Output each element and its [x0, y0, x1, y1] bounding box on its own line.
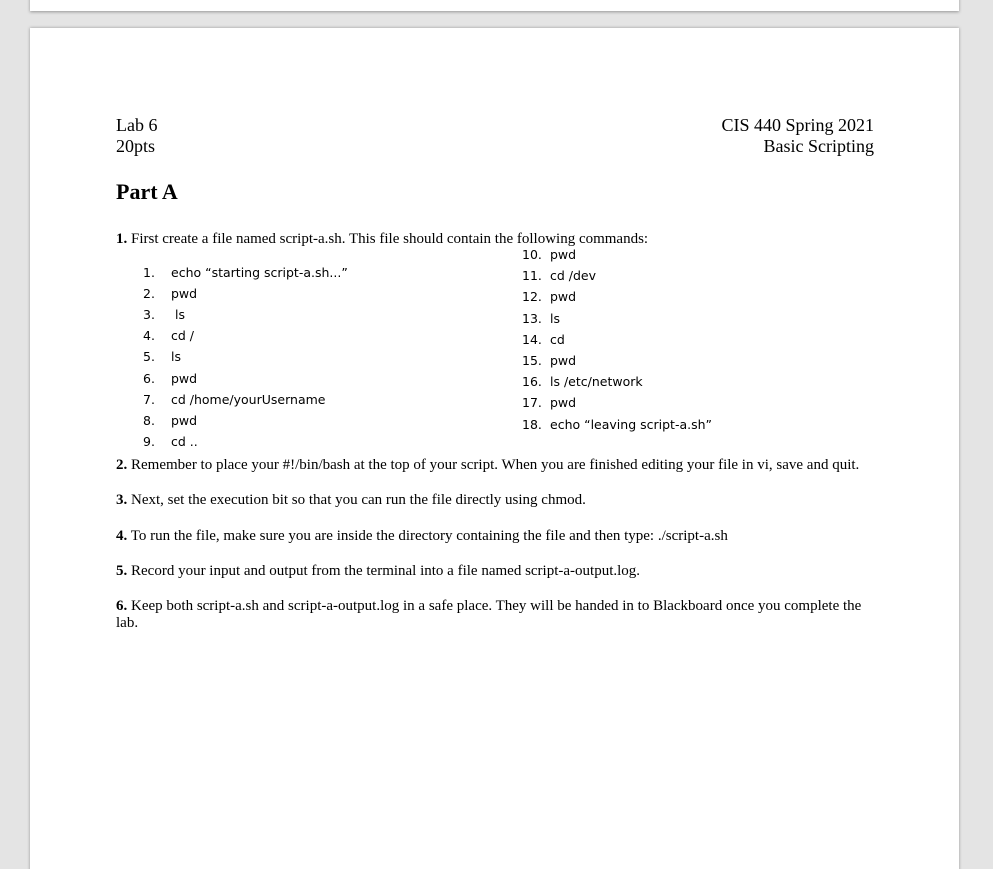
step-1	[116, 231, 648, 248]
command-item	[522, 353, 542, 368]
lab-topic: Basic Scripting	[763, 136, 874, 156]
command-item	[143, 349, 155, 364]
step-text: First create a file named script-a.sh. This file should contain the following commands:	[131, 231, 649, 247]
section-title: Part A	[116, 179, 178, 204]
command-number: 6.	[143, 371, 155, 386]
step-number: 5.	[116, 563, 128, 579]
command-text: pwd	[171, 413, 198, 428]
step-text: To run the file, make sure you are inside the directory containing the file and then type: ./script-a.sh	[130, 528, 728, 544]
step-2	[116, 457, 859, 474]
command-text: pwd	[171, 286, 198, 301]
step-text: Next, set the execution bit so that you can run the file directly using chmod.	[131, 492, 586, 508]
command-item	[143, 371, 155, 386]
command-number: 18.	[522, 417, 542, 432]
command-item	[522, 417, 542, 432]
command-number: 7.	[143, 392, 155, 407]
command-text: cd ..	[171, 434, 198, 449]
command-text: cd	[550, 332, 565, 347]
document-page	[30, 28, 959, 869]
command-item	[522, 395, 542, 410]
command-text: cd /home/yourUsername	[171, 392, 326, 407]
previous-page	[30, 0, 959, 11]
command-text: ls	[550, 311, 560, 326]
command-number: 8.	[143, 413, 155, 428]
command-number: 15.	[522, 353, 542, 368]
course-name: CIS 440 Spring 2021	[721, 115, 874, 135]
step-number: 2.	[116, 457, 128, 473]
command-number: 13.	[522, 311, 542, 326]
command-number: 2.	[143, 286, 155, 301]
command-item	[143, 307, 155, 322]
step-3	[116, 492, 586, 509]
command-text: cd /	[171, 328, 194, 343]
command-text: pwd	[550, 395, 577, 410]
command-text: echo “leaving script-a.sh”	[550, 417, 712, 432]
command-text: pwd	[550, 353, 577, 368]
command-item	[143, 286, 155, 301]
step-number: 1.	[116, 231, 128, 247]
step-text: Record your input and output from the terminal into a file named script-a-output.log.	[131, 563, 641, 579]
command-number: 9.	[143, 434, 155, 449]
command-item	[143, 328, 155, 343]
step-4	[116, 528, 728, 545]
step-text: Keep both script-a.sh and script-a-output.log in a safe place. They will be handed in to Blackboard once you complete the lab.	[116, 598, 862, 631]
command-text: ls	[171, 349, 181, 364]
command-number: 3.	[143, 307, 155, 322]
command-item	[522, 374, 542, 389]
step-text: Remember to place your #!/bin/bash at the top of your script. When you are finished editing your file in vi, save and quit.	[131, 457, 860, 473]
step-5	[116, 563, 640, 580]
command-item	[522, 332, 542, 347]
command-text: echo “starting script-a.sh...”	[171, 265, 348, 280]
command-text: ls /etc/network	[550, 374, 643, 389]
command-number: 17.	[522, 395, 542, 410]
step-6	[116, 598, 876, 632]
step-number: 6.	[116, 598, 128, 614]
command-item	[522, 289, 542, 304]
command-item	[522, 311, 542, 326]
command-number: 4.	[143, 328, 155, 343]
command-text: ls	[175, 307, 185, 322]
command-number: 10.	[522, 247, 542, 262]
command-item	[522, 268, 542, 283]
command-text: pwd	[550, 289, 577, 304]
step-number: 4.	[116, 528, 128, 544]
command-item	[143, 434, 155, 449]
command-number: 12.	[522, 289, 542, 304]
command-number: 16.	[522, 374, 542, 389]
command-item	[143, 413, 155, 428]
command-number: 14.	[522, 332, 542, 347]
command-number: 11.	[522, 268, 542, 283]
command-text: pwd	[550, 247, 577, 262]
command-text: cd /dev	[550, 268, 597, 283]
command-item	[143, 392, 155, 407]
command-text: pwd	[171, 371, 198, 386]
step-number: 3.	[116, 492, 128, 508]
command-number: 5.	[143, 349, 155, 364]
lab-points: 20pts	[116, 136, 156, 156]
command-item	[143, 265, 155, 280]
command-item	[522, 247, 542, 262]
lab-number: Lab 6	[116, 115, 158, 135]
command-number: 1.	[143, 265, 155, 280]
